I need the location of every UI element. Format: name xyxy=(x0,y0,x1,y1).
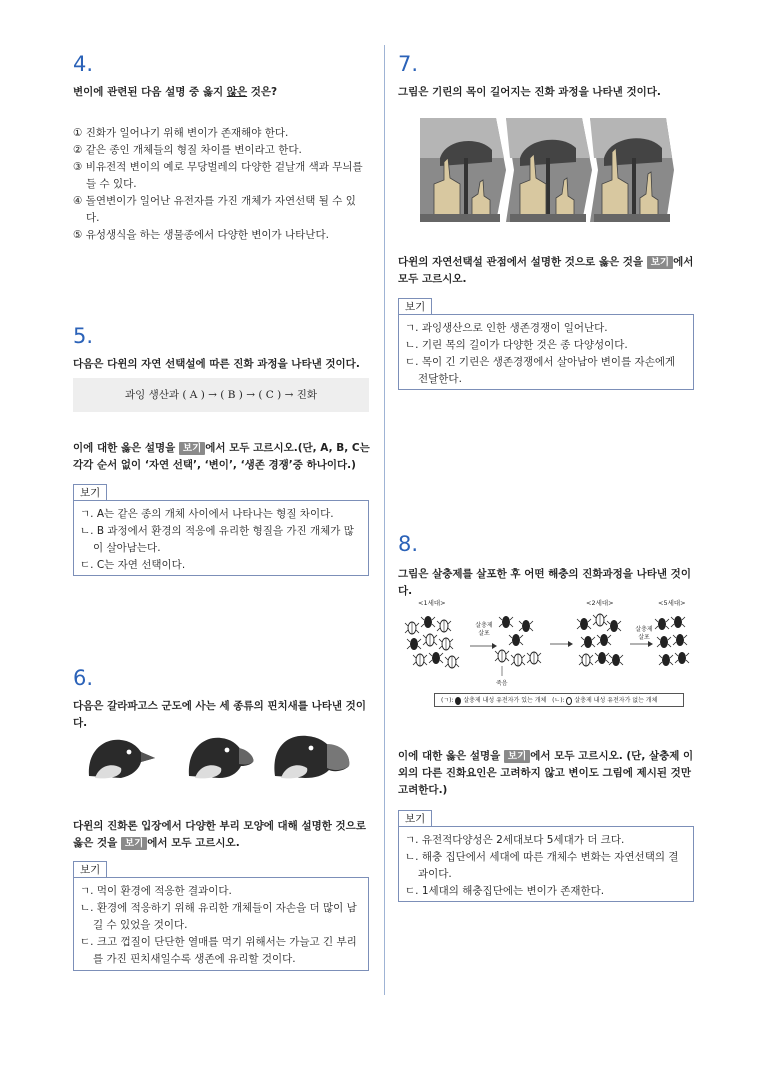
bogi-label: 보기 xyxy=(398,298,432,315)
finch-head-3 xyxy=(274,736,349,779)
bogi-item-b: ㄴ. B 과정에서 환경의 적응에 유리한 형질을 가진 개체가 많이 살아남는다. xyxy=(80,525,354,554)
spray-label: 살충제 살포 xyxy=(635,626,653,641)
bogi-tag: 보기 xyxy=(504,750,530,763)
bogi-box xyxy=(73,877,369,971)
bogi-item-c: ㄷ. 목이 긴 기린은 생존경쟁에서 살아남아 변이를 자손에게 전달한다. xyxy=(405,356,676,385)
question-7-question: 다윈의 자연선택설 관점에서 설명한 것으로 옳은 것을 보기 에서 모두 고르시오. xyxy=(398,256,694,285)
bogi-item-b: ㄴ. 해충 집단에서 세대에 따른 개체수 변화는 자연선택의 결과이다. xyxy=(405,851,679,880)
spray-label: 살충제 살포 xyxy=(475,622,493,637)
bogi-item-c: ㄷ. 크고 껍질이 단단한 열매를 먹기 위해서는 가늘고 긴 부리를 가진 핀치새일수록 생존에 유리할 것이다. xyxy=(80,936,357,965)
bogi-item-b: ㄴ. 기린 목의 길이가 다양한 것은 종 다양성이다. xyxy=(405,339,628,351)
question-8-prompt: 그림은 살충제를 살포한 후 어떤 해충의 진화과정을 나타낸 것이다. xyxy=(398,568,691,597)
non-resistant-insect-icon xyxy=(566,697,572,705)
legend-box: (ㄱ): 살충제 내성 유전자가 있는 개체 (ㄴ): 살충제 내성 유전자가 없는 개체 xyxy=(434,693,684,707)
bogi-item-b: ㄴ. 환경에 적응하기 위해 유리한 개체들이 자손을 더 많이 남길 수 있었을 것이다. xyxy=(80,902,357,931)
bogi-label: 보기 xyxy=(73,484,107,501)
finch-head-1 xyxy=(89,740,155,779)
option-4[interactable]: ④ 돌연변이가 일어난 유전자를 가진 개체가 자연선택 될 수 있다. xyxy=(73,195,356,224)
giraffe-panel-1 xyxy=(420,118,506,222)
finch-heads-figure xyxy=(85,732,355,780)
bogi-box xyxy=(398,314,694,390)
question-7-prompt: 그림은 기린의 목이 길어지는 진화 과정을 나타낸 것이다. xyxy=(398,86,661,98)
option-1[interactable]: ① 진화가 일어나기 위해 변이가 존재해야 한다. xyxy=(73,127,289,139)
giraffe-evolution-figure xyxy=(420,118,674,222)
question-4-options xyxy=(73,125,369,244)
bogi-tag: 보기 xyxy=(647,256,673,269)
bogi-label: 보기 xyxy=(398,810,432,827)
bogi-item-a: ㄱ. 먹이 환경에 적응한 결과이다. xyxy=(80,885,232,897)
option-5[interactable]: ⑤ 유성생식을 하는 생물종에서 다양한 변이가 나타난다. xyxy=(73,229,329,241)
giraffe-panel-2 xyxy=(506,118,592,222)
gen1-label: <1세대> xyxy=(418,599,446,607)
question-4-prompt: 변이에 관련된 다음 설명 중 옳지 않은 것은? xyxy=(73,86,278,98)
resistant-insect-icon xyxy=(455,697,461,705)
generation-5-insects xyxy=(655,616,689,666)
question-8-question: 이에 대한 옳은 설명을 보기 에서 모두 고르시오. (단, 살충제 이외의 다른 진화요인은 고려하지 않고 변이도 그림에 제시된 것만 고려한다.) xyxy=(398,750,694,796)
question-5-number: 5. xyxy=(73,324,94,348)
question-7-number: 7. xyxy=(398,52,419,76)
bogi-item-c: ㄷ. 1세대의 해충집단에는 변이가 존재한다. xyxy=(405,885,605,897)
question-6-number: 6. xyxy=(73,666,94,690)
question-6-question: 다윈의 진화론 입장에서 다양한 부리 모양에 대해 설명한 것으로 옳은 것을 보기 에서 모두 고르시오. xyxy=(73,820,366,849)
column-divider xyxy=(384,45,385,995)
survivors-insects xyxy=(495,616,541,666)
finch-head-2 xyxy=(189,738,254,779)
bogi-item-a: ㄱ. 유전적다양성은 2세대보다 5세대가 더 크다. xyxy=(405,834,625,846)
giraffe-panel-3 xyxy=(590,118,674,222)
bogi-item-c: ㄷ. C는 자연 선택이다. xyxy=(80,559,186,571)
pesticide-diagram xyxy=(398,596,696,692)
question-5-prompt: 다음은 다윈의 자연 선택설에 따른 진화 과정을 나타낸 것이다. xyxy=(73,358,360,370)
pesticide-figure xyxy=(398,596,696,714)
generation-1-insects xyxy=(405,616,459,668)
option-3[interactable]: ③ 비유전적 변이의 예로 무당벌레의 다양한 겉날개 색과 무늬를 들 수 있다. xyxy=(73,161,363,190)
question-8-number: 8. xyxy=(398,532,419,556)
generation-2-insects xyxy=(577,614,623,666)
bogi-tag: 보기 xyxy=(179,442,205,455)
dead-label: 죽음 xyxy=(496,680,508,687)
question-6-prompt: 다음은 갈라파고스 군도에 사는 세 종류의 핀치새를 나타낸 것이다. xyxy=(73,700,366,729)
option-2[interactable]: ② 같은 종인 개체들의 형질 차이를 변이라고 한다. xyxy=(73,144,302,156)
gen2-label: <2세대> xyxy=(586,599,614,607)
bogi-item-a: ㄱ. 과잉생산으로 인한 생존경쟁이 일어난다. xyxy=(405,322,608,334)
question-5-question: 이에 대한 옳은 설명을 보기 에서 모두 고르시오.(단, A, B, C는 각각 순서 없이 ‘자연 선택’, ‘변이’, ‘생존 경쟁’중 하나이다.) xyxy=(73,442,370,471)
evolution-formula: 과잉 생산과 ( A ) → ( B ) → ( C ) → 진화 xyxy=(73,378,369,412)
bogi-label: 보기 xyxy=(73,861,107,878)
question-4-number: 4. xyxy=(73,52,94,76)
bogi-tag: 보기 xyxy=(121,837,147,850)
bogi-item-a: ㄱ. A는 같은 종의 개체 사이에서 나타나는 형질 차이다. xyxy=(80,508,334,520)
bogi-box xyxy=(398,826,694,902)
gen5-label: <5세대> xyxy=(658,599,686,607)
bogi-box xyxy=(73,500,369,576)
